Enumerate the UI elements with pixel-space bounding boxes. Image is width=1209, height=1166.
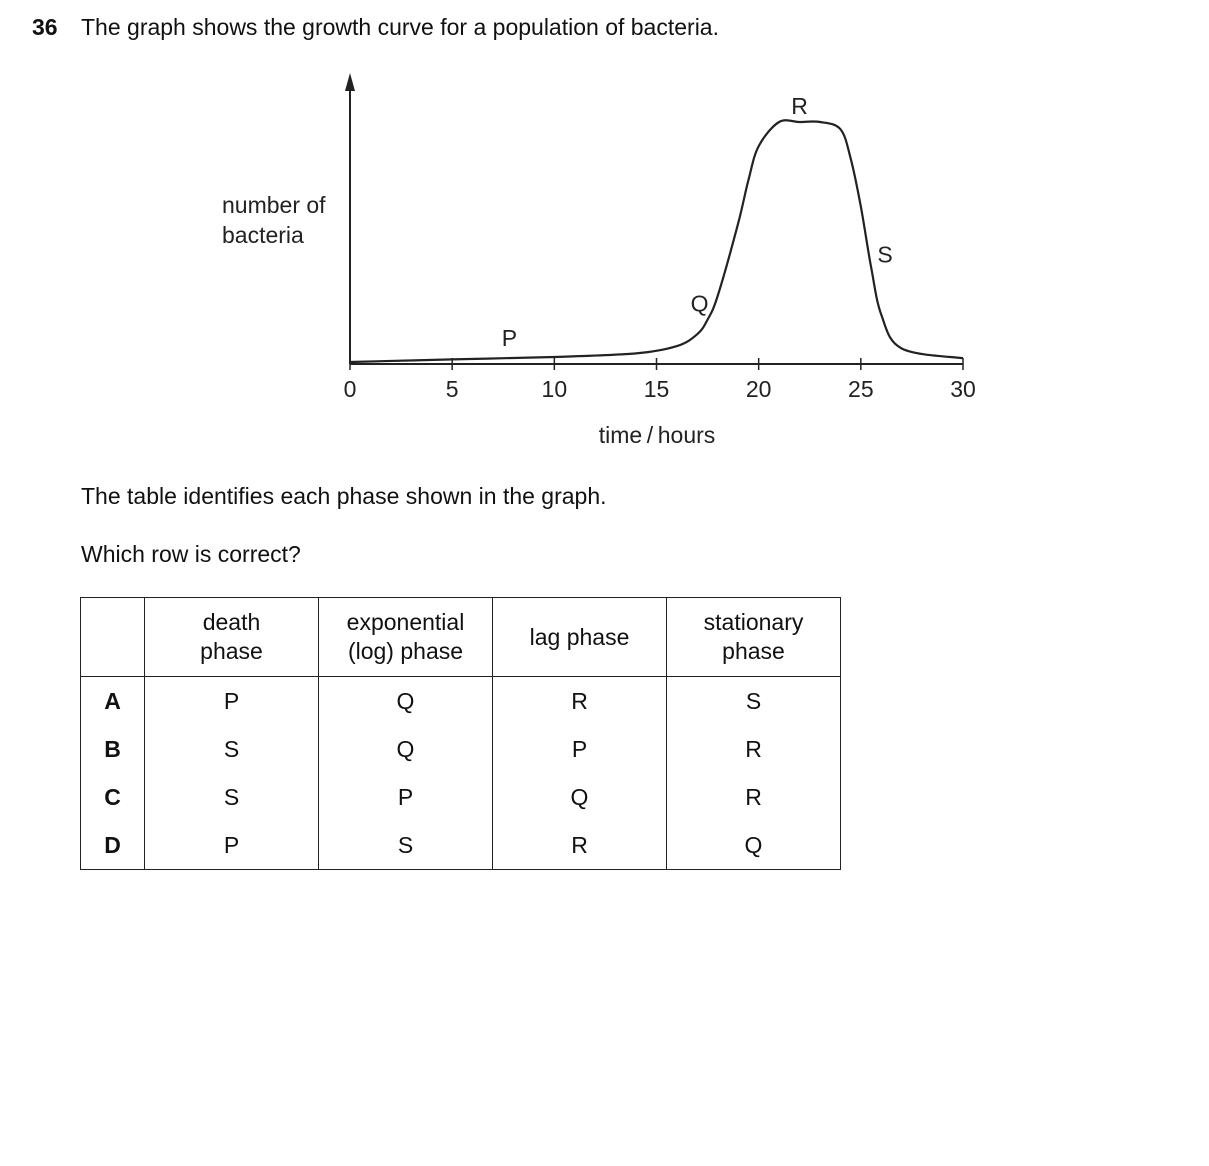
- table-row: [81, 725, 841, 773]
- phase-labels: [502, 93, 893, 351]
- phase-label-p: P: [501, 325, 518, 352]
- header-death-phase: death phase: [145, 598, 319, 677]
- table-cell: P: [145, 821, 319, 870]
- x-tick-label: 0: [343, 376, 357, 402]
- x-axis-label: time / hours: [598, 422, 716, 448]
- phase-answer-table: [80, 597, 841, 870]
- y-axis-label-line2: bacteria: [222, 222, 304, 248]
- row-option-label: B: [81, 725, 145, 773]
- x-tick-label: 15: [643, 376, 670, 402]
- x-tick-label: 20: [745, 376, 772, 402]
- header-stationary-phase: stationary phase: [667, 598, 841, 677]
- table-row: [81, 773, 841, 821]
- x-tick-label: 10: [541, 376, 568, 402]
- table-cell: Q: [667, 821, 841, 870]
- row-option-label: C: [81, 773, 145, 821]
- x-axis-tick-labels: [344, 376, 976, 402]
- table-header-row: [81, 598, 841, 677]
- y-axis-arrowhead: [345, 73, 355, 91]
- table-cell: S: [145, 725, 319, 773]
- table-cell: P: [493, 725, 667, 773]
- growth-curve-graph: [0, 0, 1209, 470]
- table-row: [81, 677, 841, 726]
- table-cell: P: [319, 773, 493, 821]
- table-cell: R: [493, 677, 667, 726]
- table-cell: S: [145, 773, 319, 821]
- header-exponential-phase: exponential (log) phase: [319, 598, 493, 677]
- table-cell: P: [145, 677, 319, 726]
- phase-label-s: S: [877, 241, 893, 268]
- table-intro-text: The table identifies each phase shown in the graph.: [81, 483, 607, 509]
- phase-label-r: R: [791, 93, 808, 119]
- header-lag-phase: lag phase: [493, 598, 667, 677]
- question-text: The graph shows the growth curve for a population of bacteria.: [81, 14, 719, 40]
- table-cell: R: [667, 725, 841, 773]
- question-prompt: Which row is correct?: [81, 541, 301, 567]
- phase-label-q: Q: [690, 290, 709, 317]
- y-axis-label-line1: number of: [222, 192, 326, 218]
- table-cell: S: [319, 821, 493, 870]
- row-option-label: A: [81, 677, 145, 726]
- table-corner-cell: [81, 598, 145, 677]
- table-cell: Q: [319, 677, 493, 726]
- growth-curve-line: [350, 120, 963, 362]
- table-cell: Q: [493, 773, 667, 821]
- x-tick-label: 30: [950, 376, 976, 402]
- table-cell: R: [667, 773, 841, 821]
- question-number: 36: [32, 14, 58, 40]
- x-tick-label: 25: [848, 376, 874, 402]
- row-option-label: D: [81, 821, 145, 870]
- table-cell: R: [493, 821, 667, 870]
- table-cell: S: [667, 677, 841, 726]
- x-tick-label: 5: [445, 376, 459, 402]
- table-cell: Q: [319, 725, 493, 773]
- table-row: [81, 821, 841, 870]
